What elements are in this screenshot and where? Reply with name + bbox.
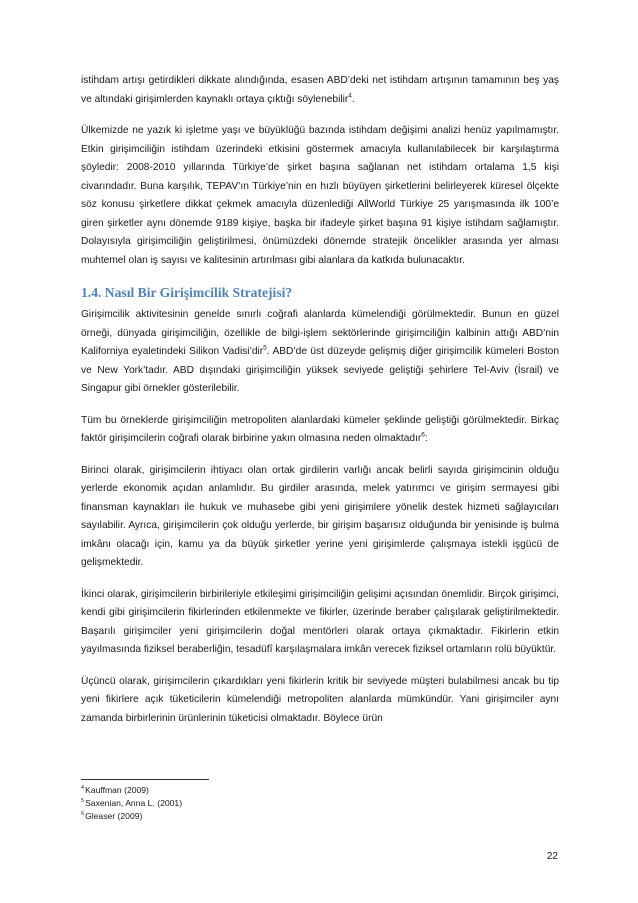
footnote-ref-4: 4 xyxy=(348,92,352,100)
paragraph-text: Ülkemizde ne yazık ki işletme yaşı ve büyüklüğü bazında istihdam değişimi analizi henüz yapılmamıştır. Etkin girişimciliğin istihdam üzerindeki etkisini göstermek amacıyla kullanılabilecek bir karşılaştırma şöyledir: 2008-2010 yıllarında Türkiye’de şirket başına sağlanan net istihdam ortalama 1,5 kişi civarındadır. Buna karşılık, TEPAV’ın Türkiye’nin en hızlı büyüyen şirketlerini belirleyerek küresel ölçekte söz konusu şirketlere dikkat çekmek amacıyla düzenlediği AllWorld Türkiye 25 yarışmasında ilk 100’e giren şirketler aynı dönemde 9189 kişiye, başka bir ifadeyle şirket başına 91 kişiye istihdam sağlamıştır. Dolayısıyla girişimciliğin geliştirilmesi, önümüzdeki dönemde stratejik öncelikler arasında yer alması muhtemel olan iş sayısı ve kalitesinin artırılması gibi alanlara da katkıda bulunacaktır. xyxy=(81,125,559,266)
paragraph-text: Girişimcilik aktivitesinin genelde sınırlı coğrafi alanlarda kümelendiği görülmektedir. Bunun en güzel örneği, dünyada girişimciliğin, özellikle de bilgi-işlem sektörlerinde girişimciliğin kalbinin attığı ABD’nin Kaliforniya eyaletindeki Silikon Vadisi’dir xyxy=(81,309,559,357)
footnote-item xyxy=(81,797,559,810)
footnote-divider xyxy=(81,779,209,780)
section-heading: 1.4. Nasıl Bir Girişimcilik Stratejisi? xyxy=(81,285,293,300)
footnote-ref-6: 6 xyxy=(421,431,425,439)
paragraph-text: Tüm bu örneklerde girişimciliğin metropoliten alanlardaki kümeler şeklinde geliştiği görülmektedir. Birkaç faktör girişimcilerin coğrafi olarak birbirine yakın olmasına neden olmaktadır xyxy=(81,414,559,444)
footnote-text: Gleaser (2009) xyxy=(85,811,143,821)
page-content xyxy=(81,72,559,741)
paragraph-text: İkinci olarak, girişimcilerin birbirileriyle etkileşimi girişimciliğin gelişimi açısından önemlidir. Birçok girişimci, kendi gibi girişimcilerin fikirlerinden etkilenmekte ve fikirler, üzerinde beraber çalışılarak geliştirilmektedir. Başarılı girişimciler yeni girişimcilerin doğal mentörleri olarak ortaya çıkmaktadır. Fikirlerin etkin yayılmasında fiziksel beraberliğin, tesadüfî karşılaşmalara imkân verecek fiziksel ortamların rolü büyüktür. xyxy=(81,588,559,655)
paragraph-text-tail: : xyxy=(424,433,428,444)
footnote-text: Kauffman (2009) xyxy=(85,785,149,795)
footnote-number: 5 xyxy=(81,798,85,805)
paragraph-text: Birinci olarak, girişimcilerin ihtiyacı olan ortak girdilerin varlığı ancak belirli sayıda girişimcinin olduğu yerlerde ekonomik açıdan anlamlıdır. Bu girdiler arasında, melek yatırımcı ve girişim sermayesi gibi finansman kaynakları ile hukuk ve muhasebe gibi yeni girişimlere yönelik destek hizmeti sağlayıcıları sayılabilir. Ayrıca, girişimcilerin çok olduğu yerlerde, bir girişim başarısız olduğunda bir yenisinde iş bulma imkânı olacağı için, kamu ya da büyük şirketler yerine yeni girişimlerde çalışmaya istekli işgücü de gelişmektedir. xyxy=(81,464,559,568)
paragraph-turkey-comparison xyxy=(81,122,559,270)
paragraph-text-tail: . ABD’de üst düzeyde gelişmiş diğer girişimcilik kümeleri Boston ve New York’tadır. ABD dışındaki girişimciliğin yüksek seviyede geliştiği şehirlere Tel-Aviv (İsrail) ve Singapur gibi örnekler gösterilebilir. xyxy=(81,346,559,394)
paragraph-text: Üçüncü olarak, girişimcilerin çıkardıkları yeni fikirlerin kritik bir seviyede müşteri bulabilmesi ancak bu tip yeni fikirlere açık tüketicilerin kümelendiği metropoliten alanlarda mümkündür. Yani girişimciler aynı zamanda birbirlerinin ürünlerinin tüketicisi olmaktadır. Böylece ürün xyxy=(81,675,559,724)
footnotes xyxy=(81,779,559,823)
paragraph-clustering xyxy=(81,306,559,399)
paragraph-second-reason xyxy=(81,586,559,660)
footnote-ref-5: 5 xyxy=(263,344,267,352)
paragraph-metropolitan xyxy=(81,412,559,449)
paragraph-first-reason xyxy=(81,462,559,573)
page-number: 22 xyxy=(546,851,558,862)
paragraph-third-reason xyxy=(81,673,559,729)
footnote-item xyxy=(81,810,559,823)
footnote-item xyxy=(81,784,559,797)
footnote-number: 6 xyxy=(81,811,85,818)
paragraph-employment-growth xyxy=(81,72,559,109)
paragraph-text-tail: . xyxy=(351,93,355,105)
footnote-text: Saxenian, Anna L. (2001) xyxy=(85,798,183,808)
paragraph-text: istihdam artışı getirdikleri dikkate alındığında, esasen ABD’deki net istihdam artışının tamamının beş yaş ve altındaki girişimlerden kaynaklı ortaya çıktığı söylenebilir xyxy=(81,75,559,105)
footnote-number: 4 xyxy=(81,785,85,792)
